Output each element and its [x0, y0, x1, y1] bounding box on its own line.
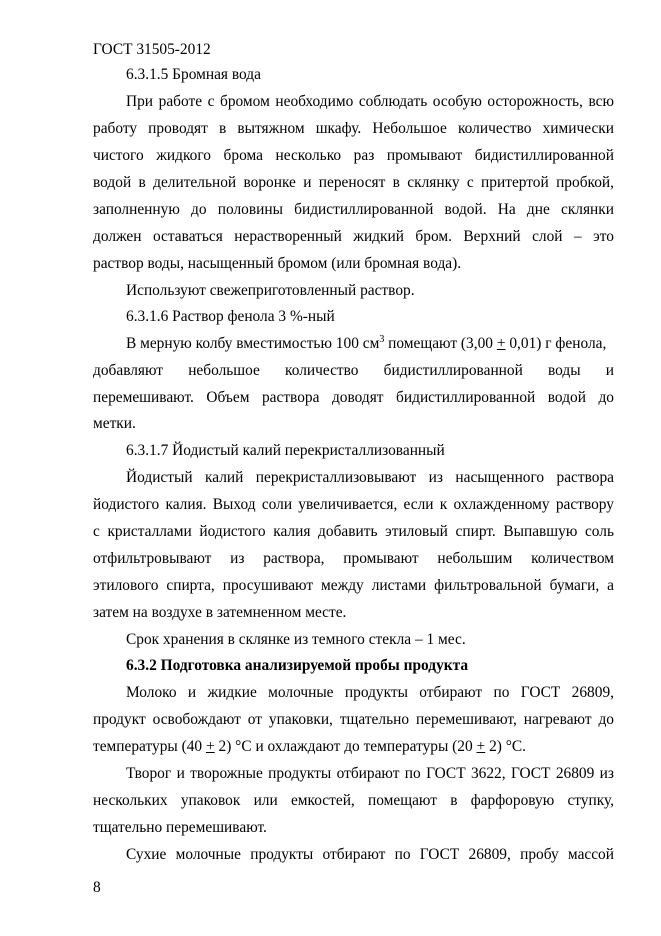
paragraph-line: [93, 737, 526, 757]
text-run: 2) °С.: [485, 738, 527, 755]
paragraph-line: водой в делительной воронке и переносят в склянку с притертой пробкой,: [93, 174, 614, 191]
section-heading-phenol-solution: 6.3.1.6 Раствор фенола 3 %-ный: [126, 308, 335, 325]
paragraph-line: При работе с бромом необходимо соблюдать особую осторожность, всю: [126, 93, 614, 110]
page-number: 8: [93, 879, 101, 896]
superscript: 3: [379, 333, 385, 345]
paragraph-line: нескольких упаковок или емкостей, помещают в фарфоровую ступку,: [93, 792, 614, 809]
paragraph-line: чистого жидкого брома несколько раз промывают бидистиллированной: [93, 147, 614, 164]
paragraph-line: перемешивают. Объем раствора доводят бидистиллированной водой до: [93, 389, 614, 406]
section-heading-potassium-iodide: 6.3.1.7 Йодистый калий перекристаллизованный: [126, 442, 445, 459]
plus-minus-sign: +: [205, 738, 215, 755]
paragraph-line: Творог и творожные продукты отбирают по ГОСТ 3622, ГОСТ 26809 из: [126, 765, 614, 782]
paragraph-line: Йодистый калий перекристаллизовывают из насыщенного раствора: [126, 469, 614, 486]
paragraph-line: [126, 334, 606, 354]
paragraph-line: должен оставаться нерастворенный жидкий бром. Верхний слой – это: [93, 228, 614, 245]
paragraph-line: отфильтровывают из раствора, промывают небольшим количеством: [93, 550, 614, 567]
document-code-header: ГОСТ 31505-2012: [93, 41, 211, 58]
paragraph-line: добавляют небольшое количество бидистиллированной воды и: [93, 362, 614, 379]
paragraph-line: раствор воды, насыщенный бромом (или бромная вода).: [93, 255, 462, 272]
paragraph-line: метки.: [93, 415, 136, 432]
paragraph-line: Используют свежеприготовленный раствор.: [126, 282, 415, 299]
paragraph-line: Молоко и жидкие молочные продукты отбирают по ГОСТ 26809,: [126, 684, 614, 701]
text-run: температуры (40: [93, 738, 206, 755]
section-heading-sample-preparation: 6.3.2 Подготовка анализируемой пробы продукта: [126, 657, 469, 674]
paragraph-line: продукт освобождают от упаковки, тщательно перемешивают, нагревают до: [93, 711, 614, 728]
text-run: помещают (3,00: [384, 335, 497, 352]
plus-minus-sign: +: [496, 335, 506, 352]
paragraph-line: Сухие молочные продукты отбирают по ГОСТ 26809, пробу массой: [126, 846, 614, 863]
paragraph-line: затем на воздухе в затемненном месте.: [93, 604, 347, 621]
paragraph-line: этилового спирта, просушивают между листами фильтровальной бумаги, а: [93, 577, 614, 594]
text-run: 2) °С и охлаждают до температуры (20: [214, 738, 477, 755]
paragraph-line: заполненную до половины бидистиллированной водой. На дне склянки: [93, 201, 614, 218]
paragraph-line: йодистого калия. Выход соли увеличивается, если к охлажденному раствору: [93, 496, 614, 513]
section-heading-bromine-water: 6.3.1.5 Бромная вода: [126, 66, 261, 83]
plus-minus-sign: +: [476, 738, 486, 755]
text-run: 0,01) г фенола,: [505, 335, 607, 352]
paragraph-line: с кристаллами йодистого калия добавить этиловый спирт. Выпавшую соль: [93, 523, 614, 540]
text-run: В мерную колбу вместимостью 100 см: [126, 335, 380, 352]
paragraph-line: тщательно перемешивают.: [93, 819, 267, 836]
paragraph-line: работу проводят в вытяжном шкафу. Небольшое количество химически: [93, 120, 614, 137]
paragraph-line: Срок хранения в склянке из темного стекла – 1 мес.: [126, 631, 466, 648]
